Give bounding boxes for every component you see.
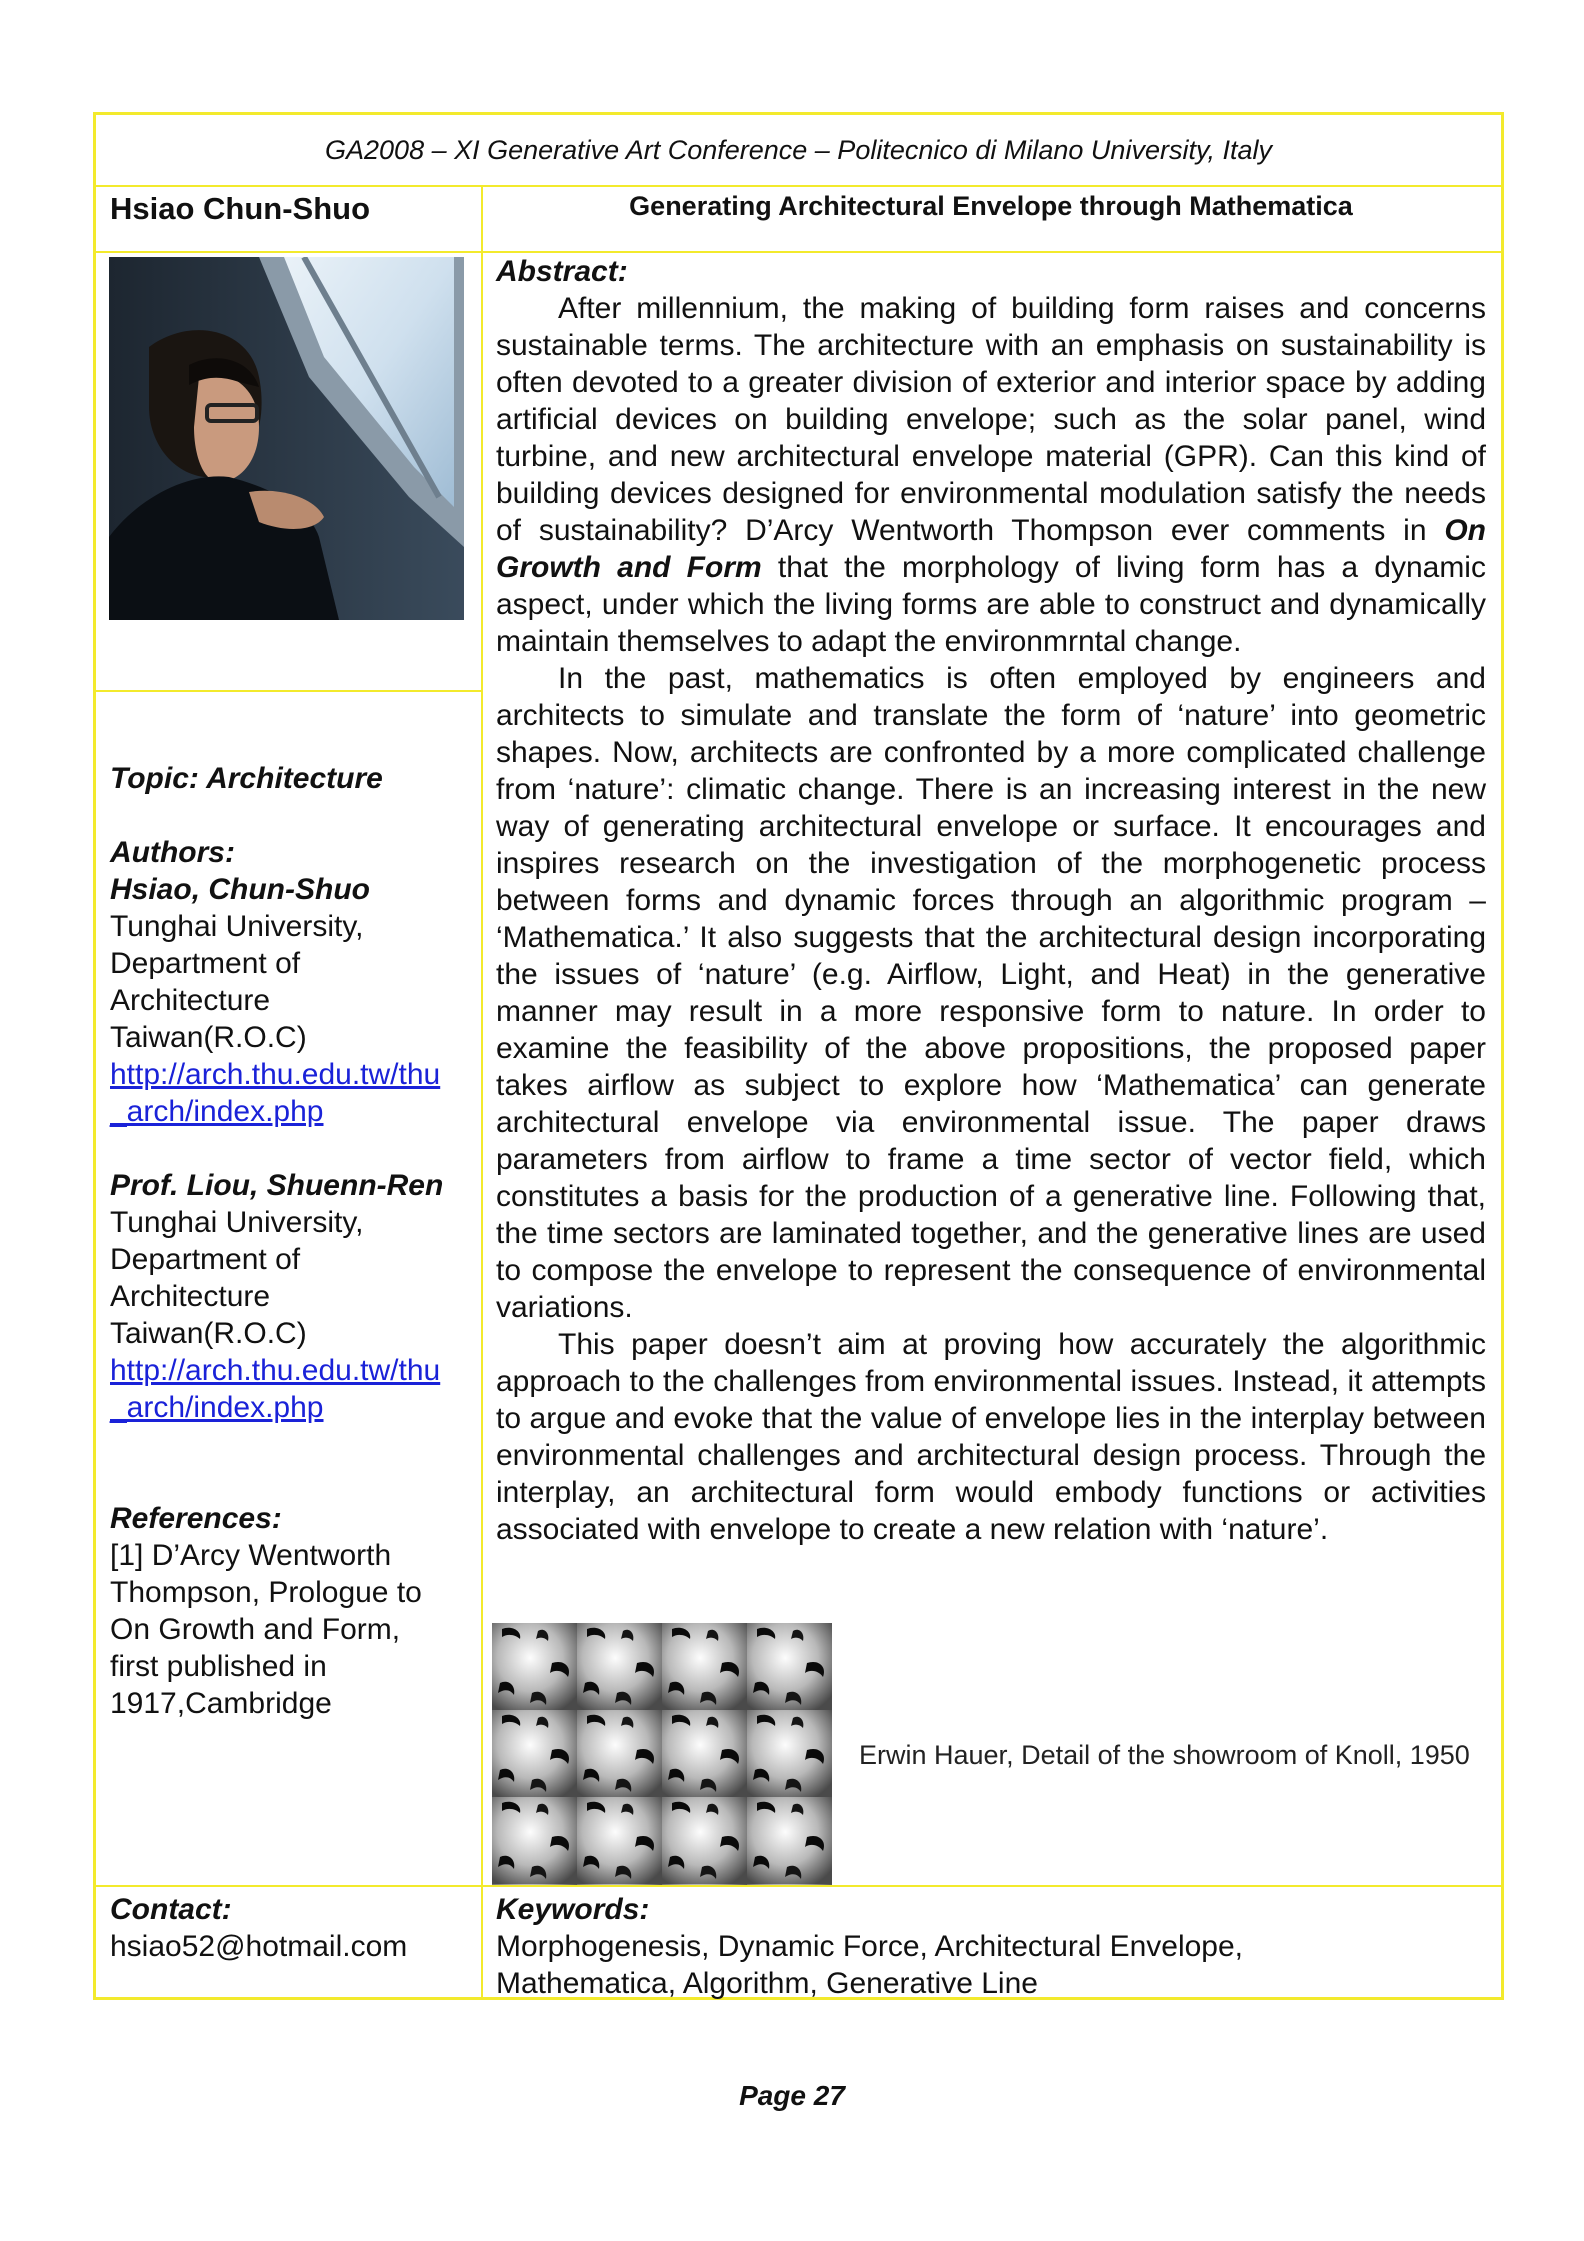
author1-affiliation-1: Tunghai University,	[110, 910, 364, 943]
abstract-label: Abstract:	[496, 255, 628, 288]
figure-pattern-image	[492, 1623, 832, 1885]
author2-link-part2[interactable]: _arch/index.php	[110, 1391, 324, 1424]
conference-title: GA2008 – XI Generative Art Conference – Politecnico di Milano University, Italy	[325, 134, 1272, 165]
paper-title: Generating Architectural Envelope through Mathematica	[629, 191, 1353, 221]
author1-affiliation-4: Taiwan(R.O.C)	[110, 1021, 307, 1054]
author2-affiliation-2: Department of	[110, 1243, 301, 1276]
abstract-p1-text-b: that the morphology of living form has a dynamic aspect, under which the living forms are able to construct and dynamically maintain themselves to adapt the environmrntal change.	[496, 551, 1486, 658]
author2-affiliation-3: Architecture	[110, 1280, 271, 1313]
authors-label: Authors:	[110, 836, 235, 869]
author1-name: Hsiao, Chun-Shuo	[110, 873, 370, 906]
author-details	[110, 760, 470, 1759]
book-title: On Growth and Form	[496, 514, 1486, 584]
divider	[96, 1885, 1501, 1887]
contact-label: Contact:	[110, 1893, 232, 1926]
references-label: References:	[110, 1502, 282, 1535]
abstract-paragraph-1	[496, 290, 1486, 660]
author1-affiliation-2: Department of	[110, 947, 301, 980]
author2-link-part1[interactable]: http://arch.thu.edu.tw/thu	[110, 1354, 441, 1387]
abstract-paragraph-2: In the past, mathematics is often employed by engineers and architects to simulate and translate the form of ‘nature’ into geometric shapes. Now, architects are confronted by a more complicated challenge from ‘nature’: climatic change. There is an increasing interest in the new way of generating architectural envelope or surface. It encourages and inspires research on the investigation of the morphogenetic process between forms and dynamic forces through an algorithmic program – ‘Mathematica.’ It also suggests that the architectural design incorporating the issues of ‘nature’ (e.g. Airflow, Light, and Heat) in the generative manner may result in a more responsive form to nature. In order to examine the feasibility of the above propositions, the proposed paper takes airflow as subject to explore how ‘Mathematica’ can generate architectural envelope via environmental issue. The paper draws parameters from airflow to frame a time sector of vector field, which constitutes a basis for the production of a generative line. Following that, the time sectors are laminated together, and the generative lines are used to compose the envelope to represent the consequence of environmental variations.	[496, 662, 1486, 1324]
author-name-header: Hsiao Chun-Shuo	[110, 191, 371, 226]
contact-block	[110, 1891, 470, 1965]
author2-affiliation-1: Tunghai University,	[110, 1206, 364, 1239]
figure-caption: Erwin Hauer, Detail of the showroom of Knoll, 1950	[859, 1740, 1470, 1770]
references-block	[110, 1500, 450, 1722]
divider	[96, 185, 1501, 187]
reference-1: [1] D’Arcy Wentworth Thompson, Prologue to On Growth and Form, first published in 1917,Cambridge	[110, 1539, 422, 1720]
keywords-block	[496, 1891, 1486, 2002]
author-photo	[109, 257, 464, 620]
conference-table	[93, 112, 1504, 2000]
author2-name: Prof. Liou, Shuenn-Ren	[110, 1169, 444, 1202]
author2-block	[110, 1167, 470, 1426]
abstract-p1-text-a: After millennium, the making of building form raises and concerns sustainable terms. The architecture with an emphasis on sustainability is often devoted to a greater division of exterior and interior space by adding artificial devices on building envelope; such as the solar panel, wind turbine, and new architectural envelope material (GPR). Can this kind of building devices designed for environmental modulation satisfy the needs of sustainability? D’Arcy Wentworth Thompson ever comments in	[496, 292, 1486, 547]
keywords-label: Keywords:	[496, 1893, 650, 1926]
keywords-line-1: Morphogenesis, Dynamic Force, Architectural Envelope,	[496, 1930, 1244, 1963]
contact-email: hsiao52@hotmail.com	[110, 1930, 408, 1963]
author1-link-part1[interactable]: http://arch.thu.edu.tw/thu	[110, 1058, 441, 1091]
topic: Topic: Architecture	[110, 762, 383, 795]
author1-affiliation-3: Architecture	[110, 984, 271, 1017]
author2-affiliation-4: Taiwan(R.O.C)	[110, 1317, 307, 1350]
page-number: Page 27	[739, 2080, 845, 2111]
abstract-section	[496, 253, 1486, 1548]
abstract-paragraph-3: This paper doesn’t aim at proving how accurately the algorithmic approach to the challenges from environmental issues. Instead, it attempts to argue and evoke that the value of envelope lies in the interplay between environmental challenges and architectural design process. Through the interplay, an architectural form would embody functions or activities associated with envelope to create a new relation with ‘nature’.	[496, 1328, 1486, 1546]
keywords-line-2: Mathematica, Algorithm, Generative Line	[496, 1967, 1038, 2000]
divider	[96, 690, 481, 692]
author1-link-part2[interactable]: _arch/index.php	[110, 1095, 324, 1128]
authors-block	[110, 834, 470, 1130]
column-divider	[481, 185, 483, 1997]
